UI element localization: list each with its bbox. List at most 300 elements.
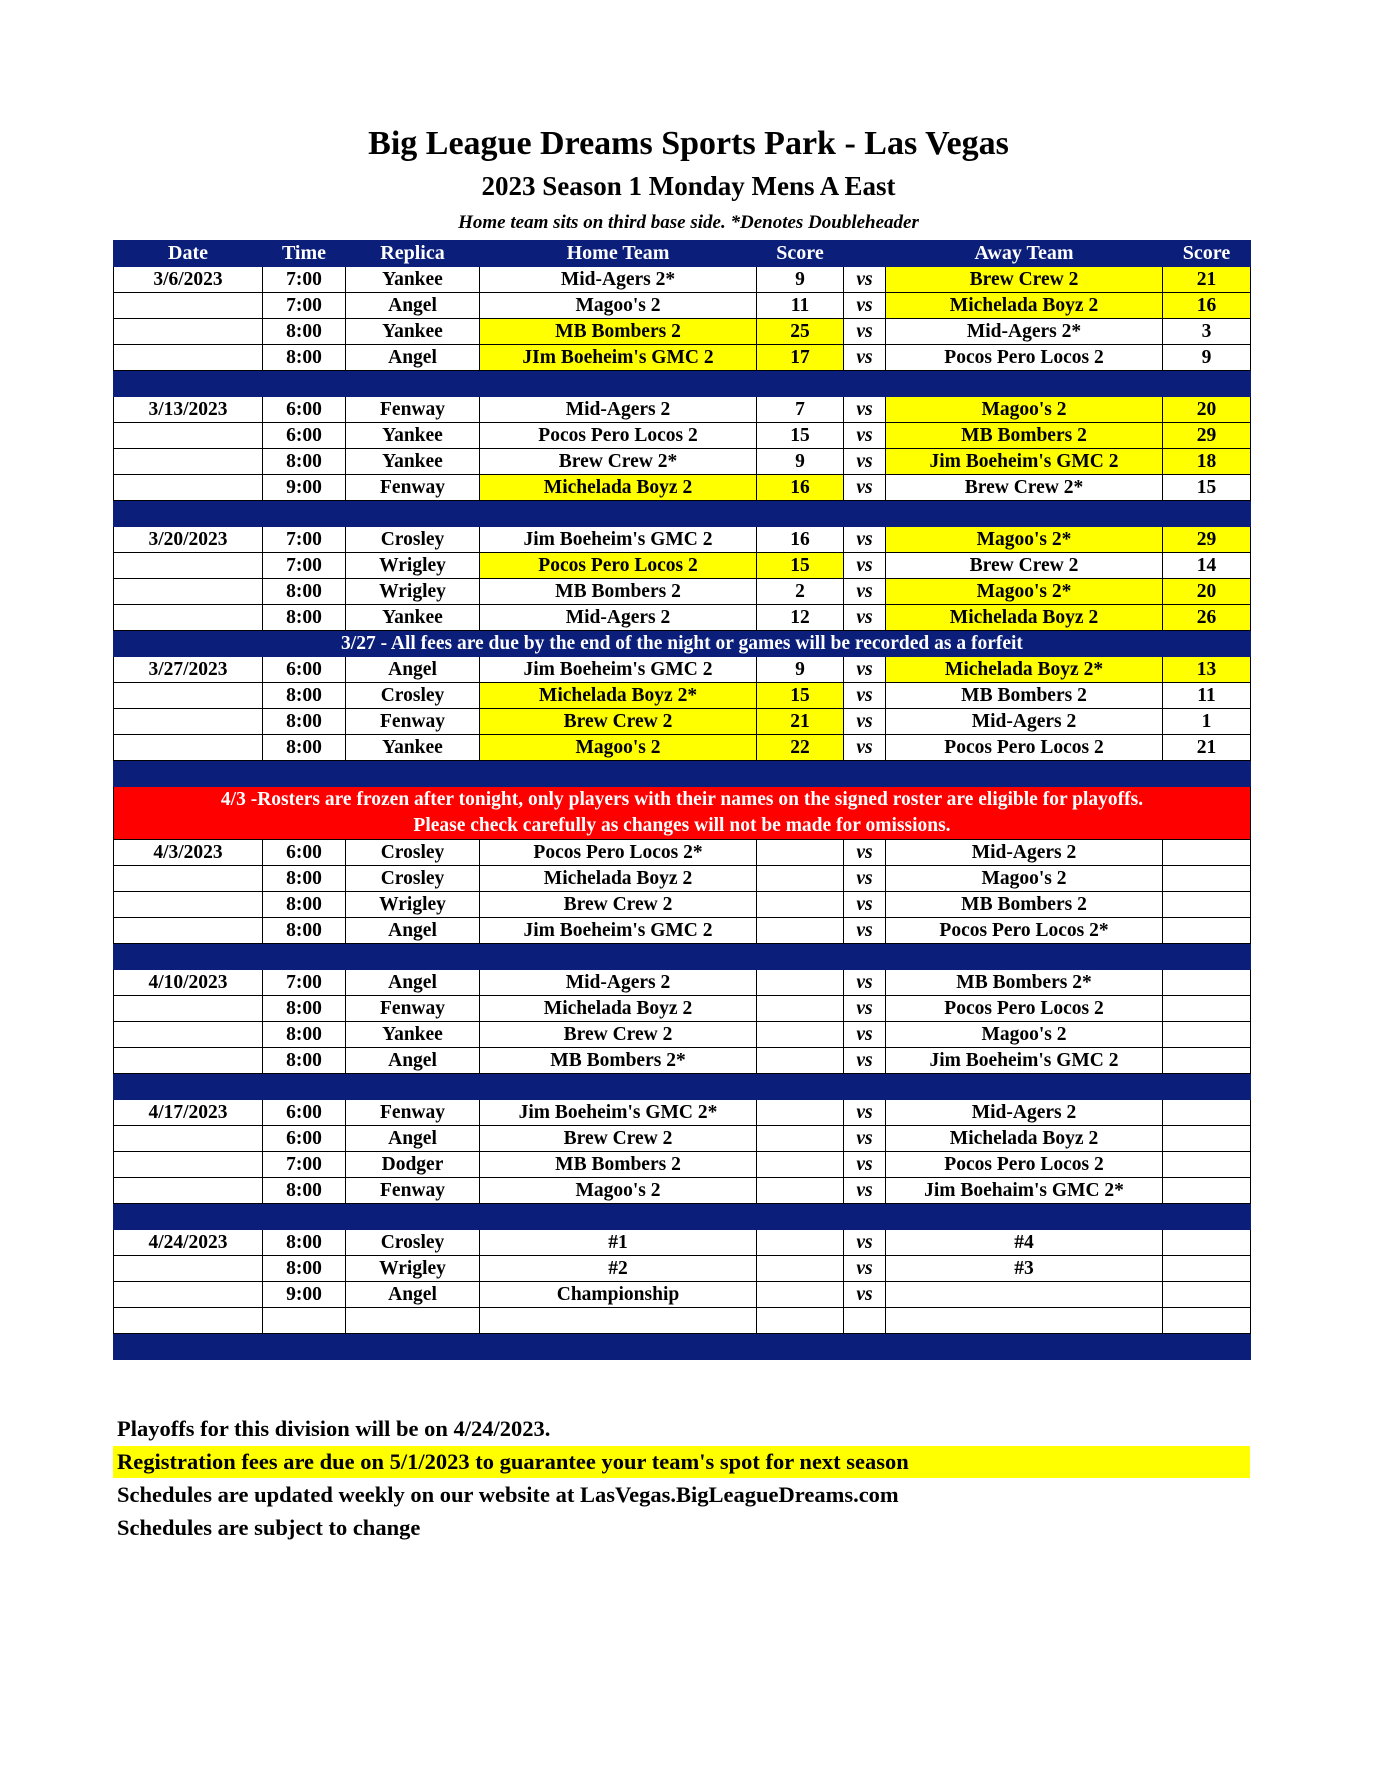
- game-row: [114, 1178, 1251, 1204]
- away-team: Jim Boeheim's GMC 2: [886, 449, 1163, 475]
- away-team: MB Bombers 2*: [886, 970, 1163, 996]
- spacer-cell: [844, 1334, 886, 1360]
- vs-label: vs: [844, 527, 886, 553]
- game-date: 3/20/2023: [114, 527, 263, 553]
- spacer-cell: [480, 371, 757, 397]
- game-field: Yankee: [346, 319, 480, 345]
- away-team: Mid-Agers 2: [886, 1100, 1163, 1126]
- game-date: [114, 892, 263, 918]
- away-score: [1163, 892, 1251, 918]
- vs-label: vs: [844, 449, 886, 475]
- home-team: Michelada Boyz 2: [480, 996, 757, 1022]
- game-time: 6:00: [263, 397, 346, 423]
- home-team: #1: [480, 1230, 757, 1256]
- away-team: Pocos Pero Locos 2: [886, 1152, 1163, 1178]
- game-time: 6:00: [263, 423, 346, 449]
- vs-label: vs: [844, 657, 886, 683]
- game-time: 8:00: [263, 319, 346, 345]
- home-team: Mid-Agers 2: [480, 605, 757, 631]
- game-field: Angel: [346, 1048, 480, 1074]
- away-team: Magoo's 2: [886, 1022, 1163, 1048]
- home-score: 11: [757, 293, 844, 319]
- game-field: Wrigley: [346, 892, 480, 918]
- home-score: 16: [757, 475, 844, 501]
- game-time: 8:00: [263, 449, 346, 475]
- game-time: 8:00: [263, 345, 346, 371]
- home-team: Pocos Pero Locos 2: [480, 423, 757, 449]
- header-vs: [844, 241, 886, 267]
- vs-label: vs: [844, 397, 886, 423]
- spacer-row: [114, 501, 1251, 527]
- game-row: [114, 970, 1251, 996]
- game-field: Angel: [346, 970, 480, 996]
- away-team: Michelada Boyz 2: [886, 1126, 1163, 1152]
- header-away-score: Score: [1163, 241, 1251, 267]
- spacer-cell: [480, 1074, 757, 1100]
- away-score: 1: [1163, 709, 1251, 735]
- game-time: 6:00: [263, 1126, 346, 1152]
- game-row: [114, 579, 1251, 605]
- away-team: Michelada Boyz 2: [886, 605, 1163, 631]
- game-row: [114, 892, 1251, 918]
- away-score: 11: [1163, 683, 1251, 709]
- header-date: Date: [114, 241, 263, 267]
- game-time: 9:00: [263, 475, 346, 501]
- home-team: Mid-Agers 2: [480, 397, 757, 423]
- game-row: [114, 1152, 1251, 1178]
- game-row: [114, 293, 1251, 319]
- game-row: [114, 1048, 1251, 1074]
- away-team: Mid-Agers 2*: [886, 319, 1163, 345]
- game-field: Wrigley: [346, 553, 480, 579]
- spacer-cell: [886, 1074, 1163, 1100]
- home-score: 2: [757, 579, 844, 605]
- spacer-cell: [114, 1074, 263, 1100]
- spacer-cell: [1163, 1334, 1251, 1360]
- away-score: 26: [1163, 605, 1251, 631]
- game-time: 7:00: [263, 267, 346, 293]
- schedule-note: Home team sits on third base side. *Denotes Doubleheader: [458, 212, 919, 233]
- home-team: #2: [480, 1256, 757, 1282]
- home-score: [757, 866, 844, 892]
- away-team: MB Bombers 2: [886, 683, 1163, 709]
- away-team: Brew Crew 2: [886, 267, 1163, 293]
- away-team: [886, 1308, 1163, 1334]
- footer-registration-note: Registration fees are due on 5/1/2023 to guarantee your team's spot for next season: [113, 1446, 1250, 1478]
- game-date: [114, 866, 263, 892]
- home-team: Brew Crew 2: [480, 892, 757, 918]
- game-field: Crosley: [346, 527, 480, 553]
- header-time: Time: [263, 241, 346, 267]
- away-team: Jim Boeheim's GMC 2: [886, 1048, 1163, 1074]
- game-time: 9:00: [263, 1282, 346, 1308]
- vs-label: vs: [844, 996, 886, 1022]
- vs-label: vs: [844, 579, 886, 605]
- spacer-cell: [480, 501, 757, 527]
- home-score: 25: [757, 319, 844, 345]
- vs-label: vs: [844, 735, 886, 761]
- game-time: 8:00: [263, 735, 346, 761]
- game-date: [114, 1256, 263, 1282]
- game-date: [114, 605, 263, 631]
- away-score: [1163, 1230, 1251, 1256]
- header-home-team: Home Team: [480, 241, 757, 267]
- home-team: Michelada Boyz 2: [480, 866, 757, 892]
- away-score: 21: [1163, 267, 1251, 293]
- header-away-team: Away Team: [886, 241, 1163, 267]
- spacer-cell: [757, 501, 844, 527]
- game-date: [114, 1178, 263, 1204]
- spacer-cell: [886, 1204, 1163, 1230]
- game-row: [114, 683, 1251, 709]
- vs-label: vs: [844, 475, 886, 501]
- away-score: 21: [1163, 735, 1251, 761]
- away-team: #4: [886, 1230, 1163, 1256]
- game-time: 8:00: [263, 866, 346, 892]
- game-date: [114, 1152, 263, 1178]
- vs-label: vs: [844, 605, 886, 631]
- away-score: [1163, 1256, 1251, 1282]
- spacer-cell: [263, 501, 346, 527]
- spacer-cell: [757, 1074, 844, 1100]
- game-date: 3/27/2023: [114, 657, 263, 683]
- game-time: 8:00: [263, 996, 346, 1022]
- home-score: [757, 1308, 844, 1334]
- away-score: 3: [1163, 319, 1251, 345]
- roster-alert-row: [114, 787, 1251, 840]
- game-date: [114, 918, 263, 944]
- game-time: 7:00: [263, 527, 346, 553]
- home-score: 21: [757, 709, 844, 735]
- spacer-cell: [757, 1334, 844, 1360]
- vs-label: vs: [844, 1152, 886, 1178]
- game-field: Angel: [346, 1126, 480, 1152]
- home-score: [757, 996, 844, 1022]
- vs-label: vs: [844, 866, 886, 892]
- vs-label: vs: [844, 423, 886, 449]
- vs-label: vs: [844, 709, 886, 735]
- game-row: [114, 319, 1251, 345]
- home-team: Pocos Pero Locos 2*: [480, 840, 757, 866]
- away-team: Michelada Boyz 2*: [886, 657, 1163, 683]
- spacer-cell: [114, 944, 263, 970]
- away-score: [1163, 1126, 1251, 1152]
- spacer-cell: [757, 371, 844, 397]
- game-date: [114, 423, 263, 449]
- home-score: 15: [757, 423, 844, 449]
- spacer-cell: [114, 371, 263, 397]
- home-team: Brew Crew 2: [480, 1022, 757, 1048]
- notice-row: [114, 631, 1251, 657]
- home-team: Championship: [480, 1282, 757, 1308]
- away-team: Michelada Boyz 2: [886, 293, 1163, 319]
- vs-label: vs: [844, 345, 886, 371]
- game-date: 4/24/2023: [114, 1230, 263, 1256]
- spacer-cell: [263, 1334, 346, 1360]
- spacer-cell: [346, 1074, 480, 1100]
- game-field: Crosley: [346, 840, 480, 866]
- game-time: 7:00: [263, 553, 346, 579]
- spacer-cell: [346, 501, 480, 527]
- game-row: [114, 735, 1251, 761]
- vs-label: vs: [844, 892, 886, 918]
- game-date: [114, 579, 263, 605]
- away-score: 9: [1163, 345, 1251, 371]
- game-row: [114, 553, 1251, 579]
- home-team: Brew Crew 2: [480, 709, 757, 735]
- spacer-cell: [346, 1334, 480, 1360]
- spacer-cell: [757, 761, 844, 787]
- fees-notice: 3/27 - All fees are due by the end of the night or games will be recorded as a forfeit: [114, 631, 1251, 657]
- away-score: 15: [1163, 475, 1251, 501]
- game-date: [114, 475, 263, 501]
- game-field: Crosley: [346, 866, 480, 892]
- game-date: 4/10/2023: [114, 970, 263, 996]
- game-row: [114, 449, 1251, 475]
- away-score: 16: [1163, 293, 1251, 319]
- game-field: Angel: [346, 657, 480, 683]
- vs-label: vs: [844, 1230, 886, 1256]
- spacer-row: [114, 1204, 1251, 1230]
- game-time: 8:00: [263, 892, 346, 918]
- home-team: Magoo's 2: [480, 293, 757, 319]
- away-score: [1163, 840, 1251, 866]
- game-time: 8:00: [263, 1230, 346, 1256]
- game-date: 3/6/2023: [114, 267, 263, 293]
- home-team: Jim Boeheim's GMC 2*: [480, 1100, 757, 1126]
- home-team: MB Bombers 2*: [480, 1048, 757, 1074]
- home-team: Michelada Boyz 2*: [480, 683, 757, 709]
- spacer-cell: [1163, 501, 1251, 527]
- game-time: 8:00: [263, 918, 346, 944]
- away-score: 29: [1163, 527, 1251, 553]
- vs-label: vs: [844, 1048, 886, 1074]
- game-field: Crosley: [346, 1230, 480, 1256]
- home-score: 7: [757, 397, 844, 423]
- vs-label: vs: [844, 918, 886, 944]
- away-score: [1163, 1152, 1251, 1178]
- spacer-cell: [346, 1204, 480, 1230]
- spacer-cell: [844, 501, 886, 527]
- spacer-cell: [1163, 1074, 1251, 1100]
- game-field: Angel: [346, 1282, 480, 1308]
- away-team: Brew Crew 2*: [886, 475, 1163, 501]
- game-time: 8:00: [263, 605, 346, 631]
- spacer-cell: [263, 1204, 346, 1230]
- game-row: [114, 267, 1251, 293]
- game-time: 6:00: [263, 1100, 346, 1126]
- spacer-row: [114, 1334, 1251, 1360]
- game-row: [114, 1100, 1251, 1126]
- game-field: Fenway: [346, 1100, 480, 1126]
- spacer-cell: [480, 761, 757, 787]
- home-team: Pocos Pero Locos 2: [480, 553, 757, 579]
- game-row: [114, 918, 1251, 944]
- home-team: Brew Crew 2*: [480, 449, 757, 475]
- away-score: 14: [1163, 553, 1251, 579]
- game-time: 8:00: [263, 1178, 346, 1204]
- game-date: 3/13/2023: [114, 397, 263, 423]
- game-row: [114, 1126, 1251, 1152]
- game-row: [114, 345, 1251, 371]
- spacer-cell: [346, 371, 480, 397]
- spacer-cell: [886, 761, 1163, 787]
- footer-change-note: Schedules are subject to change: [117, 1515, 421, 1540]
- home-score: 12: [757, 605, 844, 631]
- away-team: #3: [886, 1256, 1163, 1282]
- away-score: [1163, 866, 1251, 892]
- header-home-score: Score: [757, 241, 844, 267]
- roster-alert-line: 4/3 -Rosters are frozen after tonight, only players with their names on the signed roster are eligible for playoffs.: [220, 789, 1144, 810]
- spacer-cell: [886, 944, 1163, 970]
- page-title: Big League Dreams Sports Park - Las Vegas: [368, 125, 1009, 162]
- away-score: [1163, 1178, 1251, 1204]
- away-team: MB Bombers 2: [886, 892, 1163, 918]
- home-score: 22: [757, 735, 844, 761]
- schedule-body: [114, 267, 1251, 1360]
- away-score: [1163, 1048, 1251, 1074]
- away-team: Pocos Pero Locos 2: [886, 345, 1163, 371]
- away-score: [1163, 918, 1251, 944]
- home-score: [757, 1022, 844, 1048]
- game-date: [114, 1282, 263, 1308]
- footer-playoffs-note: Playoffs for this division will be on 4/24/2023.: [117, 1416, 551, 1441]
- game-date: [114, 1308, 263, 1334]
- game-field: Yankee: [346, 423, 480, 449]
- game-field: Fenway: [346, 709, 480, 735]
- home-team: MB Bombers 2: [480, 579, 757, 605]
- roster-alert: [114, 787, 1251, 840]
- away-team: [886, 1282, 1163, 1308]
- home-team: Magoo's 2: [480, 1178, 757, 1204]
- page-subtitle: 2023 Season 1 Monday Mens A East: [481, 171, 896, 201]
- home-score: [757, 1230, 844, 1256]
- game-field: Fenway: [346, 475, 480, 501]
- home-score: [757, 1256, 844, 1282]
- spacer-cell: [114, 1334, 263, 1360]
- game-field: Angel: [346, 918, 480, 944]
- spacer-cell: [480, 944, 757, 970]
- game-time: 7:00: [263, 293, 346, 319]
- game-date: [114, 449, 263, 475]
- spacer-cell: [1163, 761, 1251, 787]
- home-team: MB Bombers 2: [480, 319, 757, 345]
- game-field: Yankee: [346, 267, 480, 293]
- spacer-cell: [263, 371, 346, 397]
- home-team: Michelada Boyz 2: [480, 475, 757, 501]
- vs-label: vs: [844, 293, 886, 319]
- spacer-cell: [886, 371, 1163, 397]
- game-row: [114, 866, 1251, 892]
- game-time: 8:00: [263, 709, 346, 735]
- away-score: [1163, 1100, 1251, 1126]
- home-score: 15: [757, 553, 844, 579]
- game-field: Wrigley: [346, 1256, 480, 1282]
- away-score: [1163, 1282, 1251, 1308]
- game-row: [114, 1308, 1251, 1334]
- game-time: 8:00: [263, 1256, 346, 1282]
- game-time: [263, 1308, 346, 1334]
- home-team: Mid-Agers 2: [480, 970, 757, 996]
- spacer-cell: [346, 944, 480, 970]
- game-date: [114, 709, 263, 735]
- game-row: [114, 475, 1251, 501]
- home-score: [757, 918, 844, 944]
- spacer-cell: [886, 501, 1163, 527]
- away-score: [1163, 970, 1251, 996]
- away-team: Magoo's 2: [886, 397, 1163, 423]
- home-score: 9: [757, 449, 844, 475]
- game-field: Fenway: [346, 1178, 480, 1204]
- away-team: Magoo's 2*: [886, 579, 1163, 605]
- home-score: [757, 970, 844, 996]
- home-score: 9: [757, 657, 844, 683]
- away-team: Mid-Agers 2: [886, 840, 1163, 866]
- game-date: [114, 735, 263, 761]
- away-team: Jim Boehaim's GMC 2*: [886, 1178, 1163, 1204]
- home-score: [757, 1048, 844, 1074]
- spacer-cell: [844, 1074, 886, 1100]
- game-date: [114, 1022, 263, 1048]
- vs-label: vs: [844, 553, 886, 579]
- away-team: Brew Crew 2: [886, 553, 1163, 579]
- spacer-row: [114, 1074, 1251, 1100]
- vs-label: vs: [844, 319, 886, 345]
- home-team: MB Bombers 2: [480, 1152, 757, 1178]
- spacer-cell: [844, 1204, 886, 1230]
- game-field: Dodger: [346, 1152, 480, 1178]
- game-date: 4/17/2023: [114, 1100, 263, 1126]
- home-team: Mid-Agers 2*: [480, 267, 757, 293]
- away-team: Mid-Agers 2: [886, 709, 1163, 735]
- away-score: 13: [1163, 657, 1251, 683]
- game-field: Angel: [346, 345, 480, 371]
- vs-label: vs: [844, 1256, 886, 1282]
- schedule-table: [113, 240, 1251, 1360]
- game-row: [114, 397, 1251, 423]
- away-team: Magoo's 2: [886, 866, 1163, 892]
- spacer-cell: [114, 761, 263, 787]
- game-field: [346, 1308, 480, 1334]
- game-field: Yankee: [346, 1022, 480, 1048]
- game-time: 8:00: [263, 683, 346, 709]
- spacer-cell: [886, 1334, 1163, 1360]
- vs-label: vs: [844, 970, 886, 996]
- spacer-cell: [1163, 944, 1251, 970]
- home-score: [757, 1152, 844, 1178]
- away-score: 20: [1163, 397, 1251, 423]
- away-team: Pocos Pero Locos 2: [886, 996, 1163, 1022]
- spacer-cell: [114, 1204, 263, 1230]
- game-row: [114, 1230, 1251, 1256]
- game-row: [114, 709, 1251, 735]
- game-date: [114, 1126, 263, 1152]
- spacer-cell: [480, 1204, 757, 1230]
- away-score: 18: [1163, 449, 1251, 475]
- home-team: Brew Crew 2: [480, 1126, 757, 1152]
- game-field: Fenway: [346, 397, 480, 423]
- game-row: [114, 1022, 1251, 1048]
- spacer-cell: [1163, 371, 1251, 397]
- home-score: [757, 840, 844, 866]
- away-score: [1163, 1308, 1251, 1334]
- game-field: Yankee: [346, 449, 480, 475]
- game-time: 8:00: [263, 579, 346, 605]
- spacer-cell: [346, 761, 480, 787]
- game-date: 4/3/2023: [114, 840, 263, 866]
- vs-label: vs: [844, 1022, 886, 1048]
- game-date: [114, 996, 263, 1022]
